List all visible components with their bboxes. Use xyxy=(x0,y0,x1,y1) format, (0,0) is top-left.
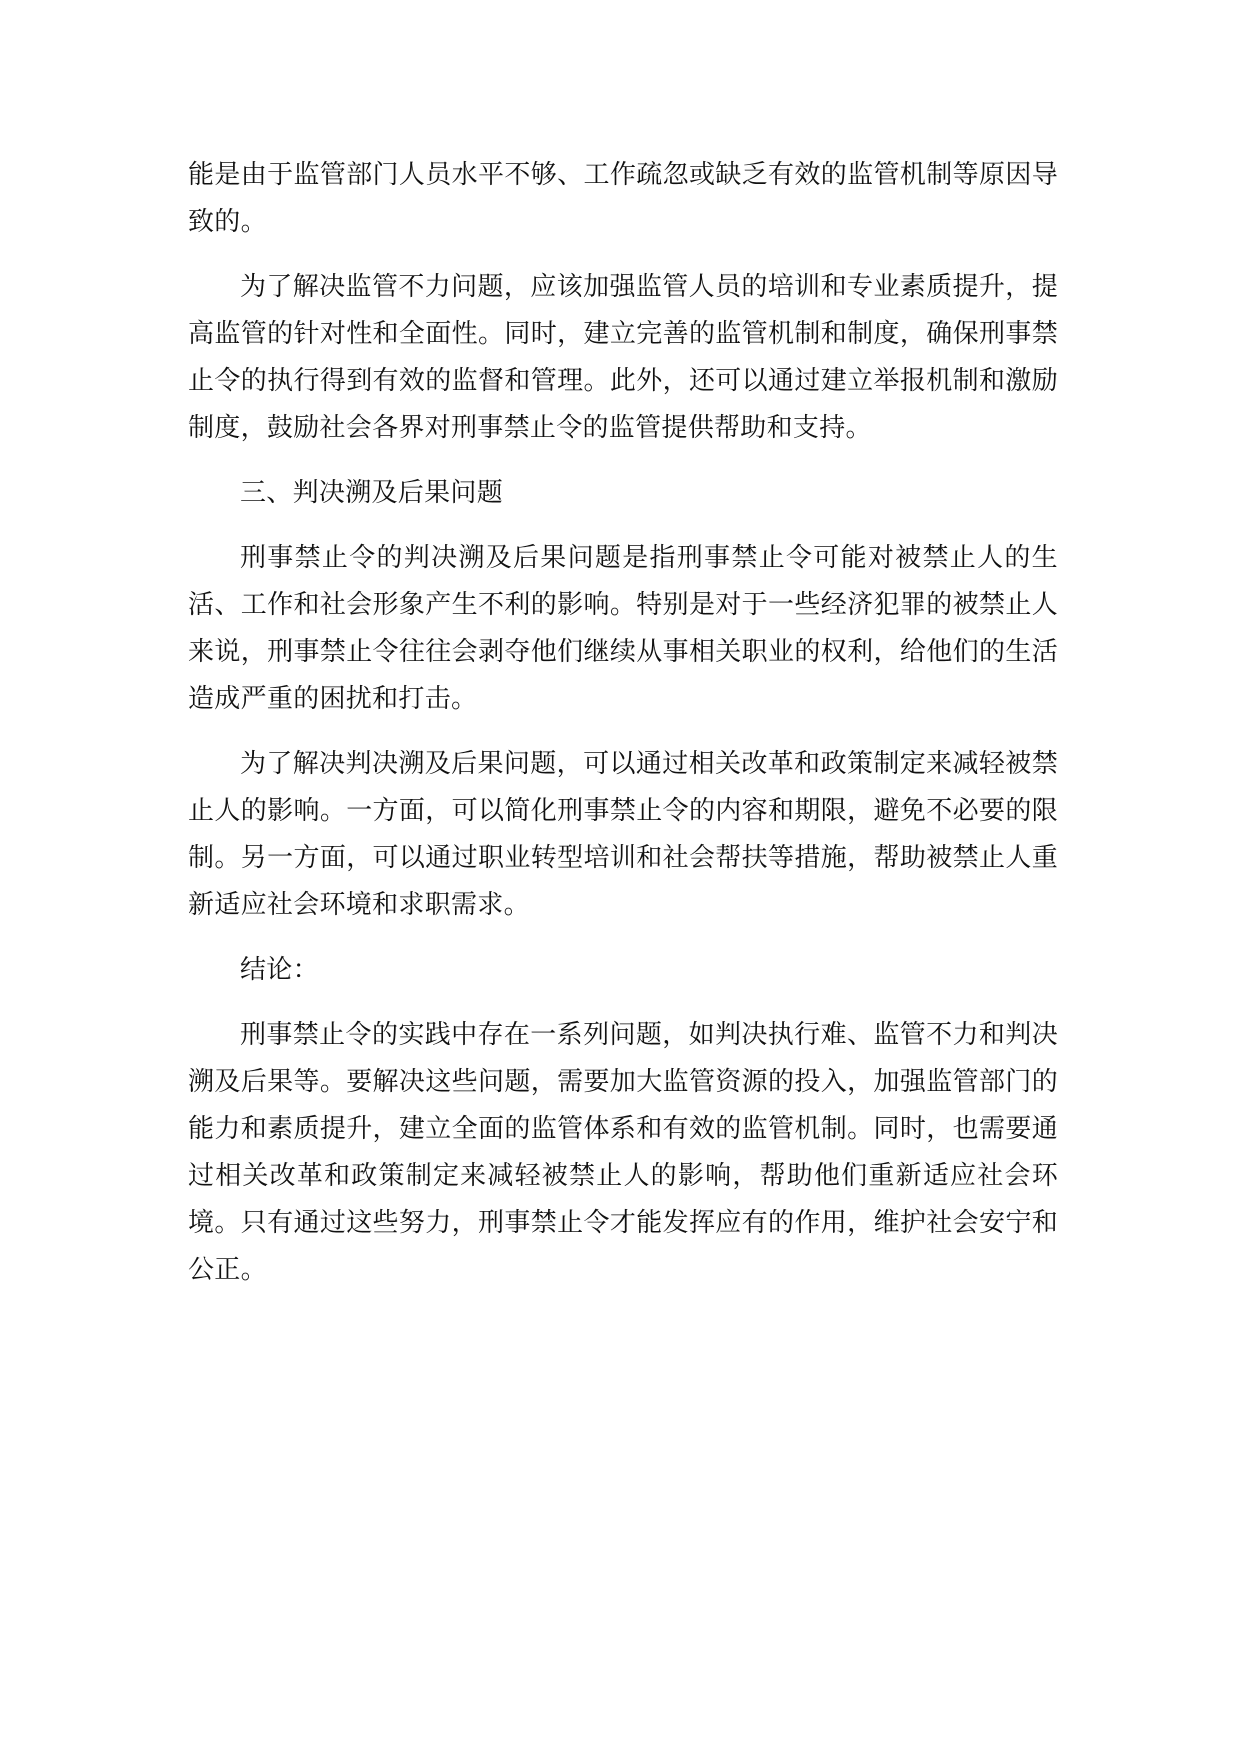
paragraph-supervision-solution: 为了解决监管不力问题，应该加强监管人员的培训和专业素质提升，提高监管的针对性和全面性。同时，建立完善的监管机制和制度，确保刑事禁止令的执行得到有效的监督和管理。此外，还可以通过建立举报机制和激励制度，鼓励社会各界对刑事禁止令的监管提供帮助和支持。 xyxy=(188,272,1058,443)
section-heading-retroactive-consequences: 三、判决溯及后果问题 xyxy=(240,478,504,508)
paragraph-conclusion: 刑事禁止令的实践中存在一系列问题，如判决执行难、监管不力和判决溯及后果等。要解决这些问题，需要加大监管资源的投入，加强监管部门的能力和素质提升，建立全面的监管体系和有效的监管机制。同时，也需要通过相关改革和政策制定来减轻被禁止人的影响，帮助他们重新适应社会环境。只有通过这些努力，刑事禁止令才能发挥应有的作用，维护社会安宁和公正。 xyxy=(188,1020,1058,1285)
paragraph-retroactive-problem: 刑事禁止令的判决溯及后果问题是指刑事禁止令可能对被禁止人的生活、工作和社会形象产生不利的影响。特别是对于一些经济犯罪的被禁止人来说，刑事禁止令往往会剥夺他们继续从事相关职业的权利，给他们的生活造成严重的困扰和打击。 xyxy=(188,543,1058,714)
paragraph-continuation: 能是由于监管部门人员水平不够、工作疏忽或缺乏有效的监管机制等原因导致的。 xyxy=(188,160,1058,237)
section-heading-conclusion: 结论： xyxy=(240,955,319,985)
paragraph-retroactive-solution: 为了解决判决溯及后果问题，可以通过相关改革和政策制定来减轻被禁止人的影响。一方面，可以简化刑事禁止令的内容和期限，避免不必要的限制。另一方面，可以通过职业转型培训和社会帮扶等措施，帮助被禁止人重新适应社会环境和求职需求。 xyxy=(188,749,1058,920)
document-body xyxy=(188,152,1058,1312)
